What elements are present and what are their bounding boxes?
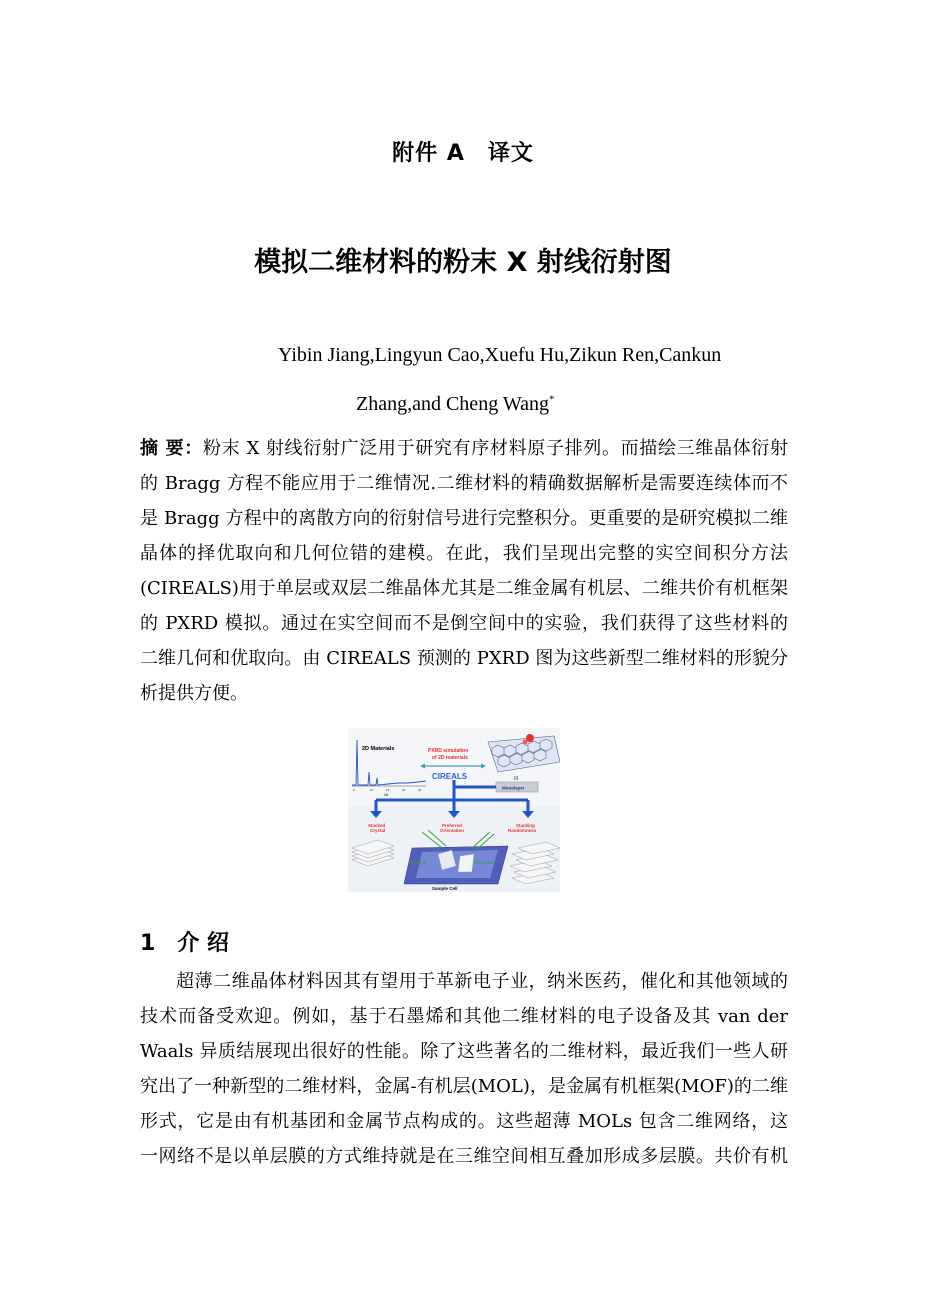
section-1-body [140,964,788,1174]
abstract-line: 的 PXRD 模拟。通过在实空间而不是倒空间中的实验，我们获得了这些材料的 [140,613,788,634]
authors-line-1: Yibin Jiang,Lingyun Cao,Xuefu Hu,Zikun Ren,Cankun [278,344,722,366]
label-stacked-1: Stacked [368,823,386,828]
svg-text:20: 20 [402,788,406,792]
svg-text:10: 10 [370,788,374,792]
lattice-marker: III [514,776,519,782]
label-xray-out: X-ray out [474,860,494,865]
section-title: 介 绍 [177,931,229,956]
label-cireals: CIREALS [432,772,468,781]
svg-text:5: 5 [353,788,355,792]
abstract-line: (CIREALS)用于单层或双层二维晶体尤其是二维金属有机层、二维共价有机框架 [140,578,788,599]
body-line: Waals 异质结展现出很好的性能。除了这些著名的二维材料，最近我们一些人研 [140,1041,788,1062]
axis-label-2theta: 2θ [384,793,388,797]
body-line: 究出了一种新型的二维材料，金属-有机层(MOL)，是金属有机框架(MOF)的二维 [140,1076,788,1097]
label-pxrd-2: of 2D materials [432,755,468,761]
body-line: 超薄二维晶体材料因其有望用于革新电子业，纳米医药，催化和其他领域的 [176,971,788,992]
label-stacking-1: Stacking [516,823,535,828]
label-sample-cell: Sample Cell [432,886,458,891]
label-preferred-1: Preferred [442,823,463,828]
authors-names: Zhang,and Cheng Wang [356,393,549,415]
corresponding-mark: * [548,393,555,406]
section-number: 1 [140,931,156,956]
body-line: 技术而备受欢迎。例如，基于石墨烯和其他二维材料的电子设备及其 van der [140,1006,788,1027]
label-2d-materials: 2D Materials [362,746,395,752]
label-stacked-2: Crystal [370,828,386,833]
abstract-line: 二维几何和优取向。由 CIREALS 预测的 PXRD 图为这些新型二维材料的形貌分 [140,648,788,669]
paper-title: 模拟二维材料的粉末 X 射线衍射图 [254,247,672,278]
graphical-abstract-figure [348,728,560,892]
abstract-line: 的 Bragg 方程不能应用于二维情况.二维材料的精确数据解析是需要连续体而不 [140,473,788,494]
label-preferred-2: Orientation [440,828,465,833]
annex-title: 附件 A 译文 [392,141,534,166]
abstract-line: 是 Bragg 方程中的离散方向的衍射信号进行完整积分。更重要的是研究模拟二维 [140,508,788,529]
svg-text:25: 25 [418,788,422,792]
label-pxrd-1: PXRD simulation [428,748,469,754]
label-xray-in: X-ray in [410,860,427,865]
body-line: 形式，它是由有机基团和金属节点构成的。这些超薄 MOLs 包含二维网络，这 [140,1111,788,1132]
abstract-label: 摘 要： [140,438,203,459]
abstract-line: 析提供方便。 [140,683,248,704]
svg-text:15: 15 [386,788,390,792]
label-stacking-2: Randomness [508,828,537,833]
abstract [140,431,788,711]
body-line: 一网络不是以单层膜的方式维持就是在三维空间相互叠加形成多层膜。共价有机 [140,1146,788,1167]
abstract-line: 摘 要：粉末 X 射线衍射广泛用于研究有序材料原子排列。而描绘三维晶体衍射 [140,438,788,459]
label-monolayer: Monolayer [502,785,525,791]
authors-line-2 [356,393,554,416]
section-1-heading [140,926,229,957]
abstract-line: 晶体的择优取向和几何位错的建模。在此，我们呈现出完整的实空间积分方法 [140,543,788,564]
